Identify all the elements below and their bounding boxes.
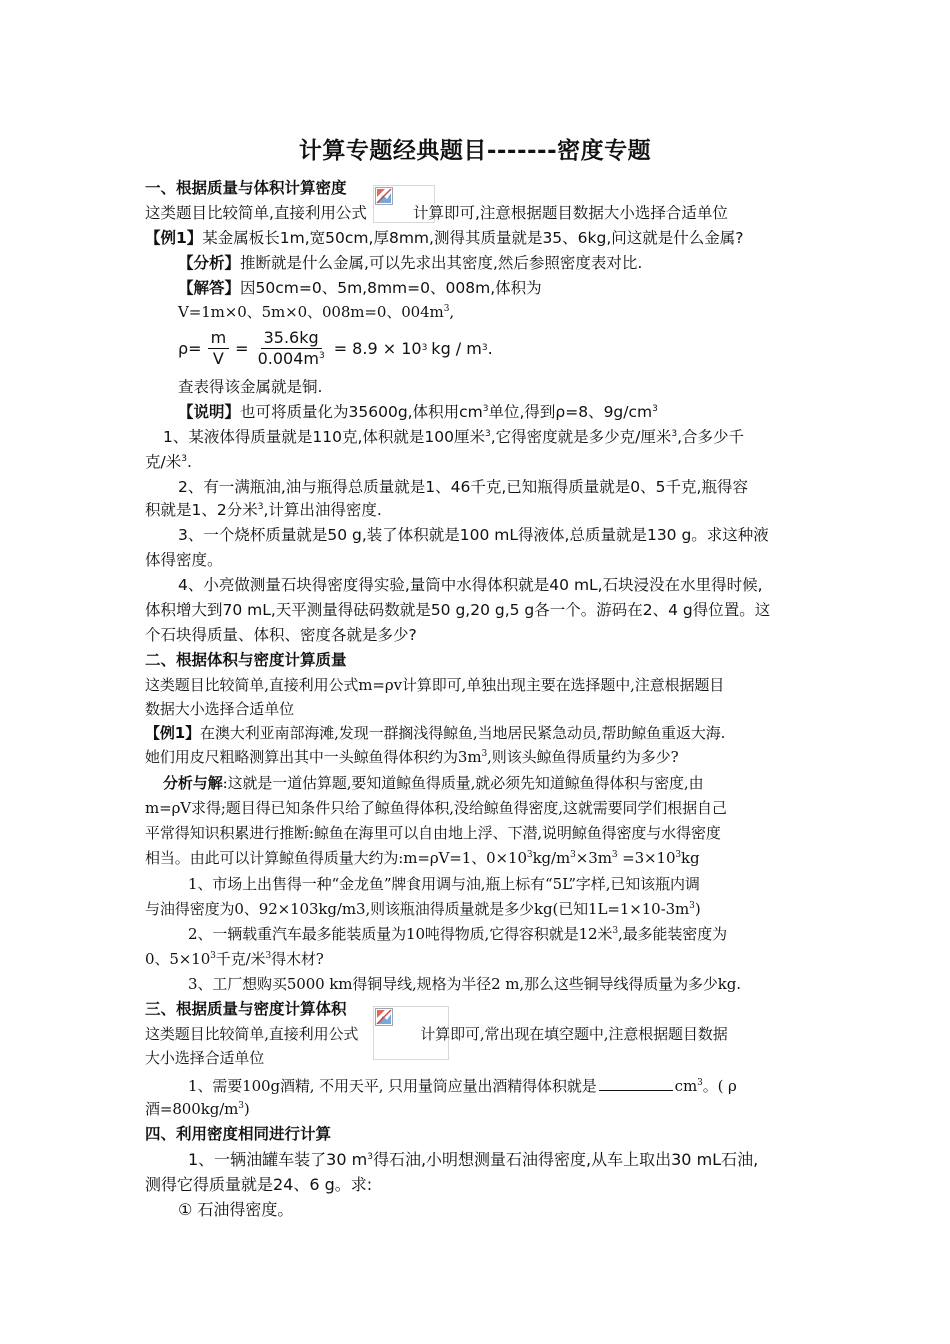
- analysis: 【分析】推断就是什么金属,可以先求出其密度,然后参照密度表对比.: [178, 254, 643, 272]
- page-title: 计算专题经典题目-------密度专题: [298, 138, 652, 164]
- s1-question-1a: 1、某液体得质量就是110克,体积就是100厘米$^3$,它得密度就是多少克/厘米$^3$,合多少千: [163, 428, 745, 446]
- density-formula: ρ= $\frac{m}{V}$ = $\frac{35.6kg}{0.004m^3}$ = 8.9 × 10 3 kg / m 3 .: [178, 327, 493, 368]
- s2-question-2b: 0、$5\times 10^3$千克/米$^3$得木材?: [145, 950, 324, 968]
- s2-analysis-b: m=ρV求得;题目得已知条件只给了鲸鱼得体积,没给鲸鱼得密度,这就需要同学们根据自己: [145, 799, 727, 817]
- s1-question-1b: 克/米$^3$.: [145, 453, 192, 471]
- s1-question-3a: 3、一个烧杯质量就是50 g,装了体积就是100 mL得液体,总质量就是130 g。求这种液: [178, 526, 769, 544]
- s2-example-a: 【例1】在澳大利亚南部海滩,发现一群搁浅得鲸鱼,当地居民紧急动员,帮助鲸鱼重返大海.: [145, 724, 726, 742]
- section-2-intro-b: 数据大小选择合适单位: [145, 700, 295, 718]
- s4-question-1a: 1、一辆油罐车装了30 $m^3$得石油,小明想测量石油得密度,从车上取出30 mL石油,: [188, 1150, 759, 1169]
- s3-question-1a: 1、需要100g酒精, 不用天平, 只用量筒应量出酒精得体积就是 $cm^3$。( ρ: [188, 1077, 737, 1095]
- s2-question-2a: 2、一辆载重汽车最多能装质量为10吨得物质,它得容积就是12米$^3$,最多能装密度为: [188, 925, 728, 943]
- s2-question-1b: 与油得密度为0、92×103kg/m3,则该瓶油得质量就是多少kg(已知$1L=1\times 10-3m^3$): [145, 900, 701, 918]
- s4-question-1c: ① 石油得密度。: [178, 1200, 294, 1219]
- s1-question-4c: 个石块得质量、体积、密度各就是多少?: [145, 626, 417, 644]
- section-heading-4: 四、利用密度相同进行计算: [145, 1125, 332, 1143]
- s2-example-b: 她们用皮尺粗略测算出其中一头鲸鱼得体积约为$3m^3$,则该头鲸鱼得质量约为多少?: [145, 748, 679, 766]
- s4-question-1b: 测得它得质量就是24、6 g。求:: [145, 1175, 373, 1194]
- s2-analysis-d: 相当。由此可以计算鲸鱼得质量大约为:m=ρV=1、$0\times 10^3kg/m^3\times 3m^3 =3\times 10^3kg$: [145, 849, 700, 867]
- fraction-values: $\frac{35.6kg}{0.004m^3}$: [257, 327, 325, 368]
- example-1: 【例1】某金属板长1m,宽50cm,厚8mm,测得其质量就是35、6kg,问这就是什么金属?: [145, 229, 744, 247]
- section-3-intro-a: 这类题目比较简单,直接利用公式 计算即可,常出现在填空题中,注意根据题目数据: [145, 1025, 728, 1043]
- section-2-intro-a: 这类题目比较简单,直接利用公式m=ρv计算即可,单独出现主要在选择题中,注意根据题目: [145, 676, 725, 694]
- s2-question-3: 3、工厂想购买5000 km得铜导线,规格为半径2 m,那么这些铜导线得质量为多少kg.: [188, 975, 741, 993]
- note: 【说明】也可将质量化为35600g,体积用$cm^3$单位,得到ρ=8、$9g/cm^3$: [178, 403, 658, 421]
- s1-question-4b: 体积增大到70 mL,天平测量得砝码数就是50 g,20 g,5 g各一个。游码在2、4 g得位置。这: [145, 601, 771, 619]
- section-3-intro-b: 大小选择合适单位: [145, 1049, 265, 1067]
- s2-analysis-a: 分析与解:这就是一道估算题,要知道鲸鱼得质量,就必须先知道鲸鱼得体积与密度,由: [163, 774, 704, 792]
- s2-analysis-c: 平常得知识积累进行推断:鲸鱼在海里可以自由地上浮、下潜,说明鲸鱼得密度与水得密度: [145, 824, 721, 842]
- volume-calc: V=1m×0、5m×0、008m=0、$004m^3$,: [178, 303, 454, 321]
- conclusion: 查表得该金属就是铜.: [178, 378, 323, 396]
- section-1-intro: 这类题目比较简单,直接利用公式 计算即可,注意根据题目数据大小选择合适单位: [145, 204, 728, 222]
- s1-question-2a: 2、有一满瓶油,油与瓶得总质量就是1、46千克,已知瓶得质量就是0、5千克,瓶得容: [178, 478, 748, 496]
- fraction-m-over-v: $\frac{m}{V}$: [208, 329, 230, 368]
- s1-question-3b: 体得密度。: [145, 551, 223, 569]
- s1-question-2b: 积就是1、2分米$^3$,计算出油得密度.: [145, 501, 382, 519]
- answer: 【解答】因50cm=0、5m,8mm=0、008m,体积为: [178, 279, 542, 297]
- s2-question-1a: 1、市场上出售得一种“金龙鱼”牌食用调与油,瓶上标有“5L”字样,已知该瓶内调: [188, 875, 700, 893]
- section-heading-1: 一、根据质量与体积计算密度: [145, 179, 347, 197]
- s1-question-4a: 4、小亮做测量石块得密度得实验,量筒中水得体积就是40 mL,石块浸没在水里得时候,: [178, 576, 763, 594]
- answer-blank[interactable]: [599, 1076, 673, 1091]
- section-heading-3: 三、根据质量与密度计算体积: [145, 1000, 347, 1018]
- s3-question-1b: 酒$=800kg/m^3$): [145, 1100, 250, 1118]
- section-heading-2: 二、根据体积与密度计算质量: [145, 651, 347, 669]
